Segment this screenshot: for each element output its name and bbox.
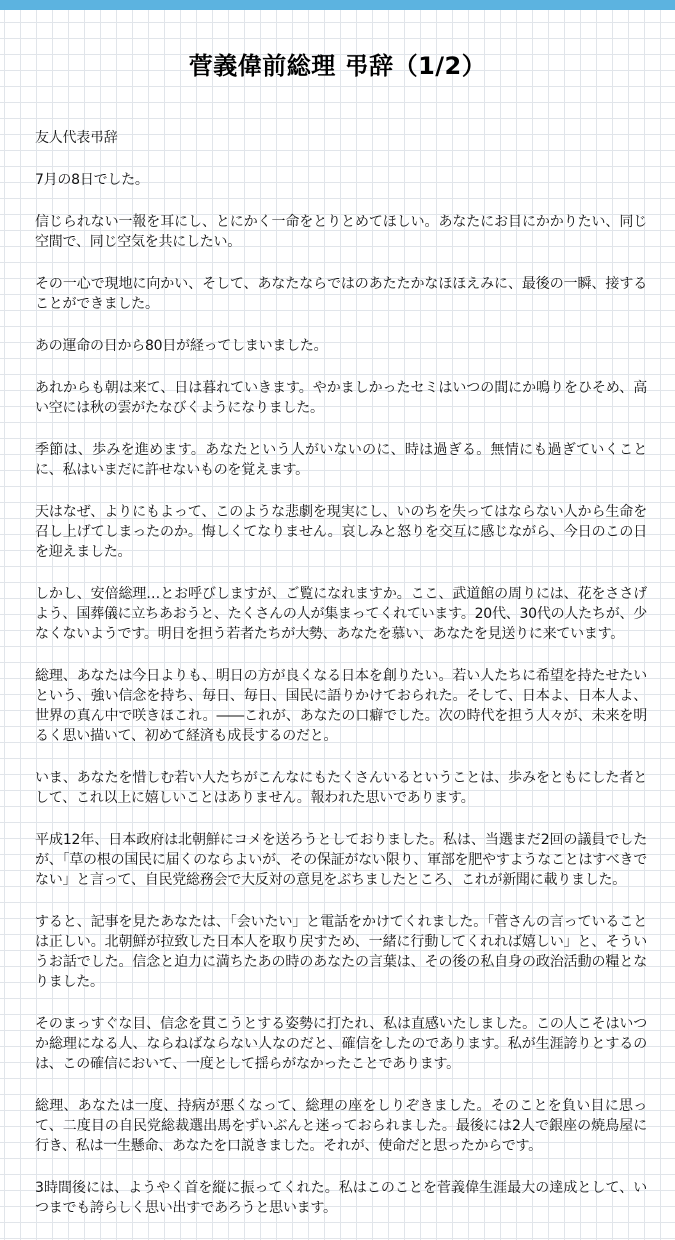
document-body	[35, 128, 647, 1240]
paragraph: 7月の8日でした。	[35, 172, 149, 188]
paragraph: あの運命の日から80日が経ってしまいました。	[35, 338, 328, 354]
paragraph: あれからも朝は来て、日は暮れていきます。やかましかったセミはいつの間にか鳴りをひそめ、高い空には秋の雲がたなびくようになりました。	[35, 380, 647, 416]
top-accent-bar	[0, 0, 675, 10]
paragraph: そのまっすぐな目、信念を貫こうとする姿勢に打たれ、私は直感いたしました。この人こそはいつか総理になる人、ならねばならない人なのだと、確信をしたのであります。私が生涯誇りとするのは、この確信において、一度として揺らがなかったことであります。	[35, 1016, 647, 1072]
paragraph: 季節は、歩みを進めます。あなたという人がいないのに、時は過ぎる。無情にも過ぎていくことに、私はいまだに許せないものを覚えます。	[35, 442, 647, 478]
paragraph: 信じられない一報を耳にし、とにかく一命をとりとめてほしい。あなたにお目にかかりたい、同じ空間で、同じ空気を共にしたい。	[35, 214, 647, 250]
paragraph: 平成12年、日本政府は北朝鮮にコメを送ろうとしておりました。私は、当選まだ2回の議員でしたが、「草の根の国民に届くのならよいが、その保証がない限り、軍部を肥やすようなことはすべきでない」と言って、自民党総務会で大反対の意見をぶちましたところ、これが新聞に載りました。	[35, 832, 647, 888]
paragraph: しかし、安倍総理…とお呼びしますが、ご覧になれますか。ここ、武道館の周りには、花をささげよう、国葬儀に立ちあおうと、たくさんの人が集まってくれています。20代、30代の人たちが、少なくないようです。明日を担う若者たちが大勢、あなたを慕い、あなたを見送りに来ています。	[35, 586, 647, 642]
paragraph: 天はなぜ、よりにもよって、このような悲劇を現実にし、いのちを失ってはならない人から生命を召し上げてしまったのか。悔しくてなりません。哀しみと怒りを交互に感じながら、今日のこの日を迎えました。	[35, 504, 647, 560]
paragraph: すると、記事を見たあなたは、「会いたい」と電話をかけてくれました。「菅さんの言っていることは正しい。北朝鮮が拉致した日本人を取り戻すため、一緒に行動してくれれば嬉しい」と、そういうお話でした。信念と迫力に満ちたあの時のあなたの言葉は、その後の私自身の政治活動の糧となりました。	[35, 914, 647, 990]
paragraph: その一心で現地に向かい、そして、あなたならではのあたたかなほほえみに、最後の一瞬、接することができました。	[35, 276, 647, 312]
paragraph: 友人代表弔辞	[35, 130, 118, 146]
paragraph: 3時間後には、ようやく首を縦に振ってくれた。私はこのことを菅義偉生涯最大の達成として、いつまでも誇らしく思い出すであろうと思います。	[35, 1180, 647, 1216]
paragraph: いま、あなたを惜しむ若い人たちがこんなにもたくさんいるということは、歩みをともにした者として、これ以上に嬉しいことはありません。報われた思いであります。	[35, 770, 647, 806]
paragraph: 総理、あなたは今日よりも、明日の方が良くなる日本を創りたい。若い人たちに希望を持たせたいという、強い信念を持ち、毎日、毎日、国民に語りかけておられた。そして、日本よ、日本人よ、世界の真ん中で咲きほこれ。――これが、あなたの口癖でした。次の時代を担う人々が、未来を明るく思い描いて、初めて経済も成長するのだと。	[35, 668, 647, 744]
paragraph: 総理、あなたは一度、持病が悪くなって、総理の座をしりぞきました。そのことを負い目に思って、二度目の自民党総裁選出馬をずいぶんと迷っておられました。最後には2人で銀座の焼鳥屋に行き、私は一生懸命、あなたを口説きました。それが、使命だと思ったからです。	[35, 1098, 647, 1154]
document-title: 菅義偉前総理 弔辞（1/2）	[188, 52, 487, 80]
